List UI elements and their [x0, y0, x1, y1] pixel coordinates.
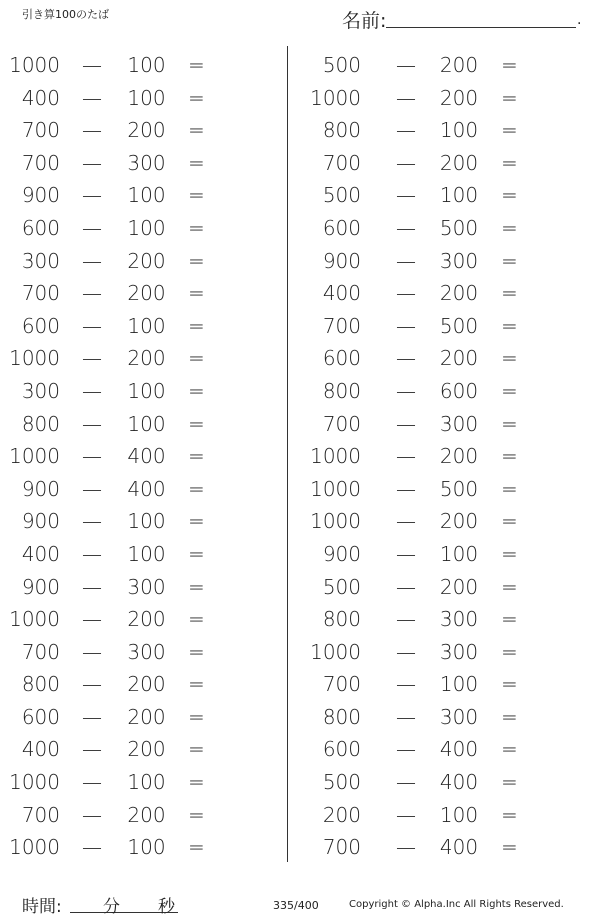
minus-sign: —: [82, 509, 102, 534]
problem-row: [0, 797, 280, 830]
equals-sign: =: [188, 770, 205, 795]
equals-sign: =: [188, 639, 205, 664]
equals-sign: =: [501, 53, 518, 77]
equals-sign: =: [501, 802, 518, 827]
minutes-label: 分: [103, 897, 120, 917]
minus-sign: —: [396, 607, 416, 632]
minuend: 600: [322, 215, 361, 240]
equals-sign: =: [188, 737, 205, 762]
subtrahend: 300: [439, 639, 479, 664]
subtrahend: 100: [127, 411, 166, 436]
problem-row: [0, 829, 280, 862]
equals-sign: =: [188, 150, 205, 175]
minus-sign: —: [82, 704, 102, 729]
minuend: 1000: [9, 607, 60, 632]
page-number: 335/400: [273, 899, 319, 912]
subtrahend: 100: [127, 378, 166, 403]
problem-row: [0, 80, 280, 113]
equals-sign: =: [501, 346, 518, 371]
minus-sign: —: [396, 770, 416, 795]
equals-sign: =: [188, 704, 205, 729]
subtrahend: 100: [127, 835, 166, 860]
time-label: 時間:: [22, 897, 62, 917]
equals-sign: =: [501, 378, 518, 403]
equals-sign: =: [501, 574, 518, 599]
minuend: 800: [21, 672, 60, 697]
subtrahend: 200: [127, 281, 166, 306]
minuend: 200: [322, 802, 361, 827]
subtrahend: 300: [127, 150, 166, 175]
subtrahend: 100: [127, 770, 166, 795]
minus-sign: —: [396, 672, 416, 697]
subtrahend: 400: [439, 770, 479, 795]
problem-row: [0, 601, 280, 634]
subtrahend: 200: [439, 85, 479, 110]
minuend: 500: [322, 183, 361, 208]
name-label: 名前:: [342, 10, 387, 32]
minuend: 800: [322, 118, 361, 143]
problem-row: [0, 634, 280, 667]
equals-sign: =: [501, 639, 518, 664]
minus-sign: —: [82, 150, 102, 175]
problem-row: [313, 373, 593, 406]
equals-sign: =: [501, 118, 518, 143]
problem-row: [313, 340, 593, 373]
minus-sign: —: [82, 215, 102, 240]
minuend: 800: [21, 411, 60, 436]
minuend: 900: [21, 476, 60, 501]
seconds-label: 秒: [158, 897, 175, 917]
subtrahend: 200: [439, 281, 479, 306]
equals-sign: =: [501, 737, 518, 762]
minuend: 400: [21, 541, 60, 566]
minuend: 900: [322, 248, 361, 273]
subtrahend: 200: [439, 150, 479, 175]
problem-row: [310, 471, 593, 504]
minus-sign: —: [396, 150, 416, 175]
equals-sign: =: [501, 248, 518, 273]
subtrahend: 600: [439, 378, 479, 403]
problem-row: [0, 47, 280, 80]
problem-row: [0, 731, 280, 764]
problem-row: [313, 275, 593, 308]
problem-row: [313, 601, 593, 634]
equals-sign: =: [501, 183, 518, 208]
minus-sign: —: [82, 835, 102, 860]
minus-sign: —: [82, 313, 102, 338]
minus-sign: —: [396, 835, 416, 860]
minus-sign: —: [396, 476, 416, 501]
problem-row: [0, 243, 280, 276]
minus-sign: —: [82, 639, 102, 664]
problem-row: [313, 47, 593, 80]
subtrahend: 100: [127, 313, 166, 338]
minuend: 700: [322, 411, 361, 436]
minus-sign: —: [82, 378, 102, 403]
minuend: 800: [322, 704, 361, 729]
name-line[interactable]: [386, 27, 576, 28]
minus-sign: —: [396, 183, 416, 208]
subtrahend: 400: [439, 737, 479, 762]
subtrahend: 100: [127, 85, 166, 110]
problem-row: [313, 764, 593, 797]
minuend: 600: [21, 704, 60, 729]
subtrahend: 200: [127, 737, 166, 762]
minus-sign: —: [82, 574, 102, 599]
minus-sign: —: [396, 802, 416, 827]
problem-row: [0, 666, 280, 699]
equals-sign: =: [188, 607, 205, 632]
minus-sign: —: [396, 509, 416, 534]
equals-sign: =: [188, 509, 205, 534]
problem-row: [0, 275, 280, 308]
subtrahend: 100: [127, 509, 166, 534]
equals-sign: =: [501, 444, 518, 469]
subtrahend: 100: [127, 53, 166, 77]
minus-sign: —: [396, 85, 416, 110]
equals-sign: =: [188, 574, 205, 599]
minuend: 600: [21, 215, 60, 240]
equals-sign: =: [188, 85, 205, 110]
subtrahend: 200: [127, 704, 166, 729]
equals-sign: =: [188, 802, 205, 827]
equals-sign: =: [501, 150, 518, 175]
equals-sign: =: [501, 672, 518, 697]
subtrahend: 400: [127, 444, 166, 469]
subtrahend: 200: [439, 346, 479, 371]
problem-row: [313, 536, 593, 569]
minus-sign: —: [396, 215, 416, 240]
equals-sign: =: [188, 53, 205, 77]
minuend: 500: [322, 574, 361, 599]
minus-sign: —: [396, 411, 416, 436]
problem-row: [313, 797, 593, 830]
minuend: 700: [21, 118, 60, 143]
problems-right-column: [310, 47, 593, 862]
subtrahend: 200: [127, 248, 166, 273]
minus-sign: —: [82, 411, 102, 436]
problem-row: [313, 569, 593, 602]
name-dot: .: [577, 12, 582, 28]
subtrahend: 400: [127, 476, 166, 501]
subtrahend: 200: [127, 607, 166, 632]
equals-sign: =: [501, 476, 518, 501]
equals-sign: =: [188, 313, 205, 338]
equals-sign: =: [188, 215, 205, 240]
subtrahend: 200: [439, 444, 479, 469]
subtrahend: 500: [439, 313, 479, 338]
equals-sign: =: [501, 704, 518, 729]
problem-row: [313, 210, 593, 243]
minus-sign: —: [82, 118, 102, 143]
equals-sign: =: [188, 835, 205, 860]
problem-row: [310, 438, 593, 471]
problem-row: [0, 536, 280, 569]
problem-row: [0, 177, 280, 210]
minus-sign: —: [396, 346, 416, 371]
minuend: 1000: [9, 835, 60, 860]
minus-sign: —: [396, 639, 416, 664]
minus-sign: —: [82, 541, 102, 566]
problem-row: [310, 634, 593, 667]
minuend: 300: [21, 248, 60, 273]
equals-sign: =: [188, 411, 205, 436]
minus-sign: —: [82, 183, 102, 208]
minuend: 500: [322, 53, 361, 77]
minuend: 700: [21, 639, 60, 664]
subtrahend: 100: [439, 541, 479, 566]
minus-sign: —: [396, 53, 416, 77]
subtrahend: 500: [439, 215, 479, 240]
minuend: 600: [322, 737, 361, 762]
problem-row: [313, 699, 593, 732]
subtrahend: 100: [439, 183, 479, 208]
minuend: 800: [322, 378, 361, 403]
minuend: 1000: [310, 639, 361, 664]
problems-left-column: [0, 47, 280, 862]
problem-row: [313, 112, 593, 145]
subtrahend: 300: [439, 248, 479, 273]
subtrahend: 100: [127, 215, 166, 240]
equals-sign: =: [188, 672, 205, 697]
problem-row: [313, 829, 593, 862]
subtrahend: 200: [127, 118, 166, 143]
problem-row: [0, 764, 280, 797]
minus-sign: —: [82, 802, 102, 827]
minus-sign: —: [396, 248, 416, 273]
minus-sign: —: [396, 704, 416, 729]
minuend: 700: [322, 835, 361, 860]
minuend: 300: [21, 378, 60, 403]
problem-row: [0, 112, 280, 145]
subtrahend: 100: [439, 802, 479, 827]
minuend: 1000: [9, 770, 60, 795]
minuend: 400: [21, 737, 60, 762]
equals-sign: =: [188, 444, 205, 469]
minuend: 600: [322, 346, 361, 371]
equals-sign: =: [501, 607, 518, 632]
subtrahend: 200: [439, 574, 479, 599]
problem-row: [0, 699, 280, 732]
problem-row: [313, 177, 593, 210]
equals-sign: =: [188, 248, 205, 273]
minus-sign: —: [396, 118, 416, 143]
problem-row: [0, 438, 280, 471]
minus-sign: —: [82, 737, 102, 762]
minuend: 700: [322, 313, 361, 338]
minuend: 1000: [310, 509, 361, 534]
minus-sign: —: [396, 444, 416, 469]
minus-sign: —: [396, 281, 416, 306]
equals-sign: =: [501, 411, 518, 436]
subtrahend: 200: [127, 802, 166, 827]
minuend: 1000: [310, 476, 361, 501]
minuend: 800: [322, 607, 361, 632]
equals-sign: =: [501, 835, 518, 860]
subtrahend: 300: [439, 411, 479, 436]
minuend: 1000: [9, 346, 60, 371]
minuend: 700: [322, 672, 361, 697]
copyright: Copyright © Alpha.Inc All Rights Reserved.: [349, 899, 564, 910]
problem-row: [0, 406, 280, 439]
equals-sign: =: [188, 378, 205, 403]
problem-row: [313, 243, 593, 276]
problem-row: [0, 471, 280, 504]
equals-sign: =: [188, 281, 205, 306]
problem-row: [310, 503, 593, 536]
equals-sign: =: [501, 313, 518, 338]
problem-row: [0, 373, 280, 406]
equals-sign: =: [501, 85, 518, 110]
equals-sign: =: [188, 346, 205, 371]
minuend: 1000: [310, 444, 361, 469]
subtrahend: 200: [127, 672, 166, 697]
equals-sign: =: [188, 118, 205, 143]
problem-row: [313, 145, 593, 178]
minuend: 900: [21, 183, 60, 208]
minus-sign: —: [396, 378, 416, 403]
subtrahend: 100: [439, 118, 479, 143]
subtrahend: 500: [439, 476, 479, 501]
minuend: 700: [322, 150, 361, 175]
problem-row: [0, 145, 280, 178]
minuend: 1000: [310, 85, 361, 110]
minus-sign: —: [82, 281, 102, 306]
worksheet-title: 引き算100のたば: [22, 8, 109, 21]
problem-row: [0, 340, 280, 373]
name-area: [342, 6, 582, 30]
subtrahend: 300: [127, 574, 166, 599]
subtrahend: 300: [439, 704, 479, 729]
minus-sign: —: [82, 672, 102, 697]
subtrahend: 200: [127, 346, 166, 371]
minus-sign: —: [82, 444, 102, 469]
equals-sign: =: [501, 215, 518, 240]
column-divider: [287, 46, 288, 862]
equals-sign: =: [188, 183, 205, 208]
problem-row: [313, 308, 593, 341]
equals-sign: =: [501, 509, 518, 534]
equals-sign: =: [501, 770, 518, 795]
minuend: 700: [21, 802, 60, 827]
footer: [0, 890, 600, 917]
minus-sign: —: [396, 737, 416, 762]
minus-sign: —: [82, 607, 102, 632]
minuend: 700: [21, 281, 60, 306]
problem-row: [310, 80, 593, 113]
subtrahend: 100: [127, 541, 166, 566]
problem-row: [313, 731, 593, 764]
minus-sign: —: [82, 85, 102, 110]
minus-sign: —: [82, 248, 102, 273]
minuend: 900: [21, 509, 60, 534]
minus-sign: —: [82, 770, 102, 795]
minus-sign: —: [82, 476, 102, 501]
minuend: 400: [21, 85, 60, 110]
problem-row: [313, 406, 593, 439]
problem-row: [0, 210, 280, 243]
minus-sign: —: [82, 346, 102, 371]
minuend: 1000: [9, 53, 60, 77]
problem-row: [0, 569, 280, 602]
minus-sign: —: [396, 574, 416, 599]
minus-sign: —: [82, 53, 102, 77]
minus-sign: —: [396, 313, 416, 338]
minuend: 1000: [9, 444, 60, 469]
minuend: 600: [21, 313, 60, 338]
minuend: 500: [322, 770, 361, 795]
subtrahend: 100: [439, 672, 479, 697]
minuend: 900: [21, 574, 60, 599]
subtrahend: 200: [439, 509, 479, 534]
subtrahend: 300: [127, 639, 166, 664]
equals-sign: =: [188, 541, 205, 566]
subtrahend: 400: [439, 835, 479, 860]
problem-row: [0, 503, 280, 536]
subtrahend: 200: [439, 53, 479, 77]
subtrahend: 100: [127, 183, 166, 208]
problem-row: [313, 666, 593, 699]
minuend: 900: [322, 541, 361, 566]
subtrahend: 300: [439, 607, 479, 632]
minus-sign: —: [396, 541, 416, 566]
equals-sign: =: [188, 476, 205, 501]
problem-row: [0, 308, 280, 341]
minuend: 400: [322, 281, 361, 306]
equals-sign: =: [501, 281, 518, 306]
minuend: 700: [21, 150, 60, 175]
equals-sign: =: [501, 541, 518, 566]
